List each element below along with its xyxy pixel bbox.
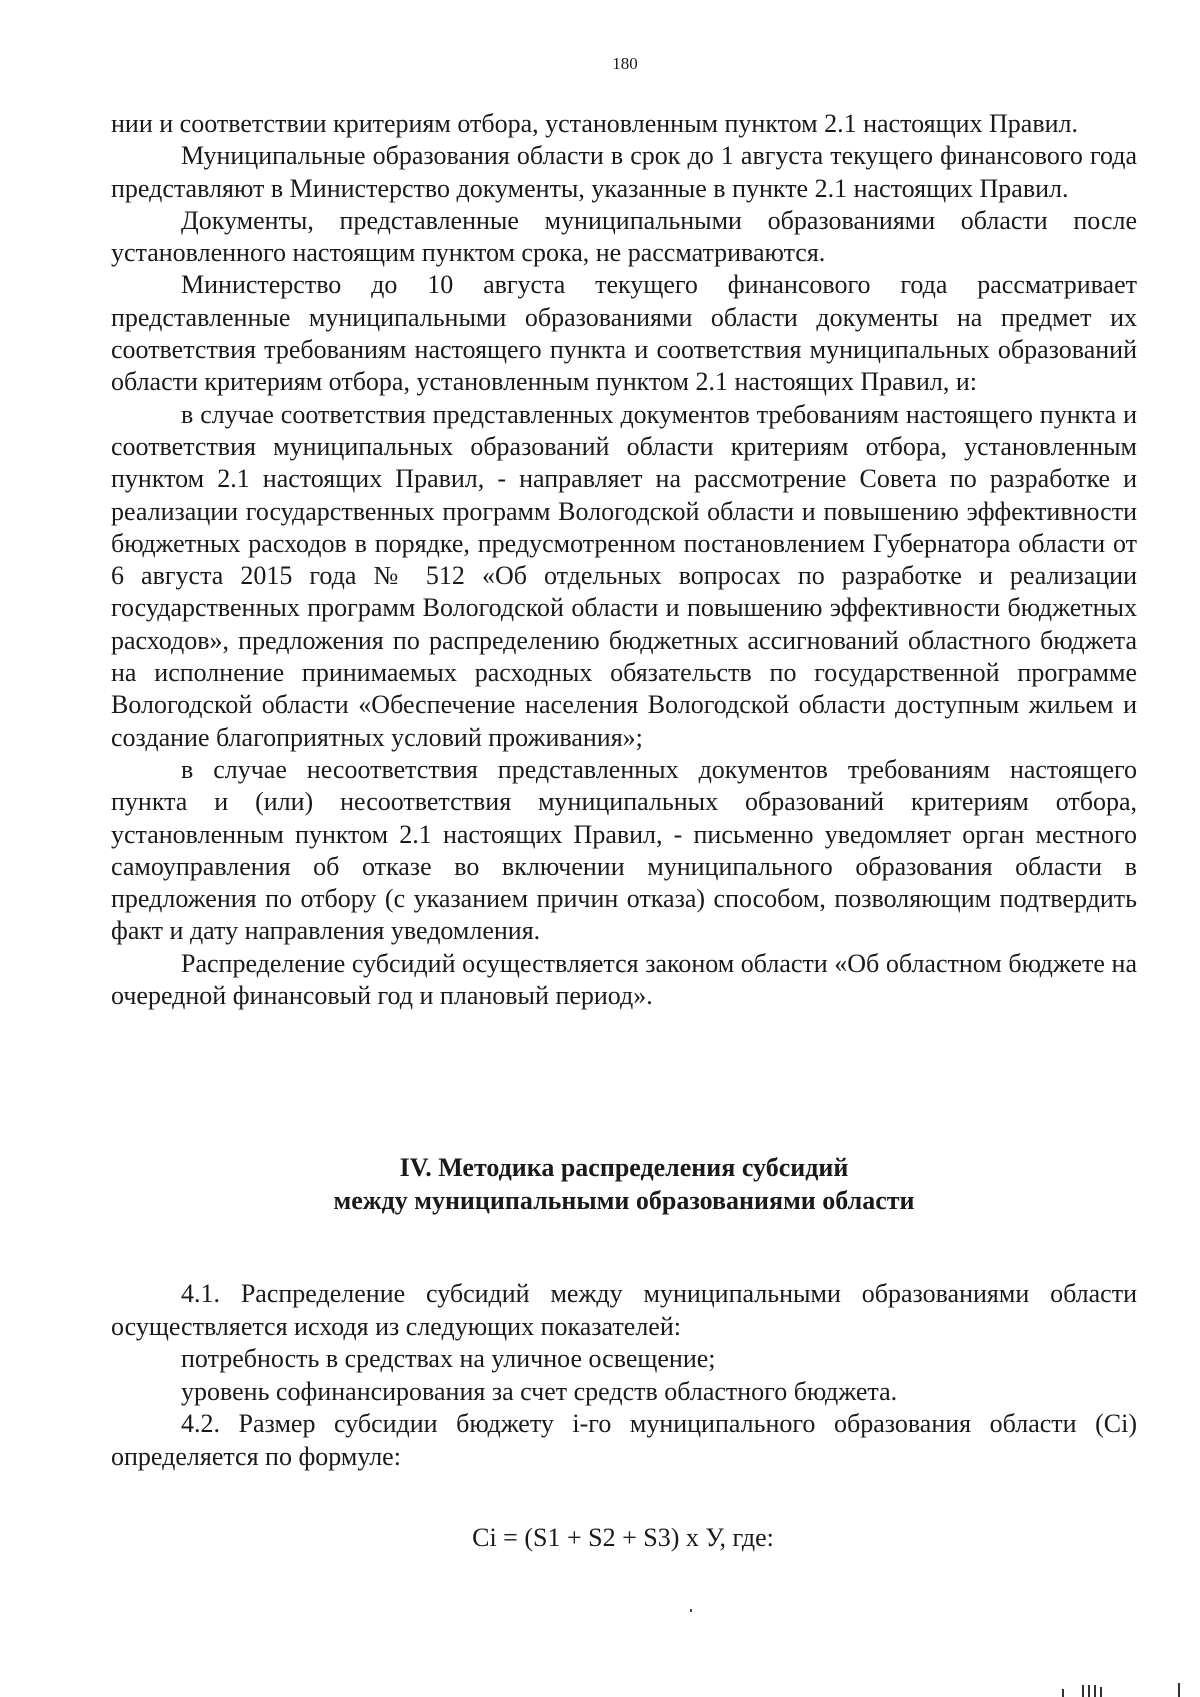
paragraph: в случае соответствия представленных документов требованиям настоящего пункта и соответствия муниципальных образований области критериям отбора, установленным пунктом 2.1 настоящих Правил, - направляет на рассмотрение Совета по разработке и реализации государственных программ Вологодской области и повышению эффективности бюджетных расходов в порядке, предусмотренном постановлением Губернатора области от 6 августа 2015 года № 512 «Об отдельных вопросах по разработке и реализации государственных программ Вологодской области и повышению эффективности бюджетных расходов», предложения по распределению бюджетных ассигнований областного бюджета на исполнение принимаемых расходных обязательств по государственной программе Вологодской области «Обеспечение населения Вологодской области доступным жильем и создание благоприятных условий проживания»; bbox=[111, 399, 1137, 752]
paragraph: Документы, представленные муниципальными образованиями области после установленного настоящим пунктом срока, не рассматриваются. bbox=[111, 205, 1137, 268]
paragraph: нии и соответствии критериям отбора, установленным пунктом 2.1 настоящих Правил. bbox=[111, 109, 1078, 138]
section-heading-line: между муниципальными образованиями области bbox=[333, 1186, 915, 1215]
scan-speck bbox=[690, 1609, 692, 1612]
section-heading bbox=[111, 1151, 1137, 1217]
paragraph: Министерство до 10 августа текущего финансового года рассматривает представленные муниципальными образованиями области документы на предмет их соответствия требованиям настоящего пункта и соответствия муниципальных образований области критериям отбора, установленным пунктом 2.1 настоящих Правил, и: bbox=[111, 270, 1137, 397]
list-item: уровень софинансирования за счет средств областного бюджета. bbox=[181, 1376, 898, 1406]
section-heading-line: IV. Методика распределения субсидий bbox=[399, 1153, 849, 1182]
list-item: потребность в средствах на уличное освещение; bbox=[181, 1344, 716, 1373]
paragraph: 4.1. Распределение субсидий между муниципальными образованиями области осуществляется исходя из следующих показателей: bbox=[111, 1279, 1137, 1341]
page-number: 180 bbox=[612, 54, 638, 73]
paragraph: Муниципальные образования области в срок до 1 августа текущего финансового года представляют в Министерство документы, указанные в пункте 2.1 настоящих Правил. bbox=[111, 141, 1137, 203]
body-text bbox=[111, 108, 1137, 1012]
section-text bbox=[111, 1278, 1137, 1473]
scan-edge-marks bbox=[1060, 1683, 1190, 1697]
paragraph: 4.2. Размер субсидии бюджету i-го муниципального образования области (Ci) определяется по формуле: bbox=[111, 1409, 1137, 1471]
formula: Ci = (S1 + S2 + S3) x У, где: bbox=[472, 1523, 774, 1552]
paragraph: Распределение субсидий осуществляется законом области «Об областном бюджете на очередной финансовый год и плановый период». bbox=[111, 948, 1137, 1011]
paragraph: в случае несоответствия представленных документов требованиям настоящего пункта и (или) несоответствия муниципальных образований критериям отбора, установленным пунктом 2.1 настоящих Правил, - письменно уведомляет орган местного самоуправления об отказе во включении муниципального образования области в предложения по отбору (с указанием причин отказа) способом, позволяющим подтвердить факт и дату направления уведомления. bbox=[111, 754, 1137, 946]
